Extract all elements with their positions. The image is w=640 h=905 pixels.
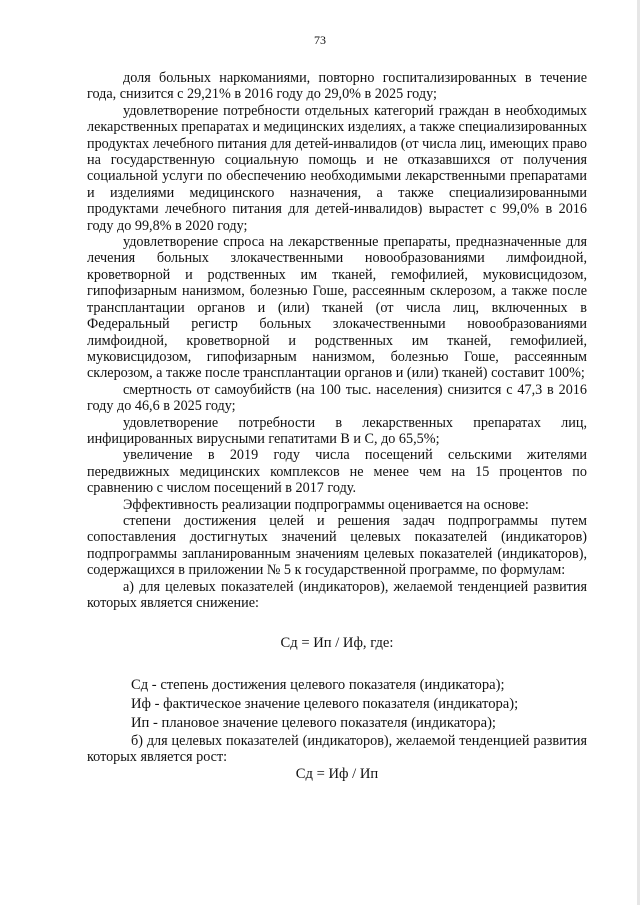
paragraph-oncology-drugs: удовлетворение спроса на лекарственные препараты, предназначенные для лечения больных злокачественными новообразованиями лимфоидной, кроветворной и родственных им тканей, гемофилией, муковисцидозом, гипофизарным нанизмом, болезнью Гоше, рассеянным склерозом, а также после трансплантации органов и (или) тканей (от числа лиц, включенных в Федеральный регистр больных злокачественными новообразованиями лимфоидной, кроветворной и родственных им тканей, гемофилией, муковисцидозом, гипофизарным нанизмом, болезнью Гоше, рассеянным склерозом, а также после трансплантации органов и (или) тканей) составит 100%;	[87, 234, 587, 382]
paragraph-drug-supply: удовлетворение потребности отдельных категорий граждан в необходимых лекарственных препаратах и медицинских изделиях, а также специализированных продуктах лечебного питания для детей-инвалидов (от числа лиц, имеющих право на государственную социальную помощь и не отказавшихся от получения социальной услуги по обеспечению необходимыми лекарственными препаратами и изделиями медицинского назначения, а также специализированными продуктами лечебного питания для детей-инвалидов) вырастет с 99,0% в 2016 году до 99,8% в 2020 году;	[87, 102, 587, 234]
document-body	[87, 70, 587, 782]
page-number: 73	[314, 33, 326, 47]
paragraph-case-a: а) для целевых показателей (индикаторов), желаемой тенденцией развития которых является снижение:	[87, 578, 587, 611]
definition-sd: Сд - степень достижения целевого показателя (индикатора);	[131, 676, 505, 693]
paragraph-goal-degree: степени достижения целей и решения задач подпрограммы путем сопоставления достигнутых значений целевых показателей (индикаторов) подпрограммы запланированным значениям целевых показателей (индикаторов), содержащихся в приложении № 5 к государственной программе, по формулам:	[87, 512, 587, 579]
formula-b: Сд = Иф / Ип	[295, 765, 379, 782]
definition-if: Иф - фактическое значение целевого показателя (индикатора);	[131, 695, 519, 712]
definition-ip: Ип - плановое значение целевого показателя (индикатора);	[131, 714, 496, 731]
paragraph-suicide-mortality: смертность от самоубийств (на 100 тыс. населения) снизится с 47,3 в 2016 году до 46,6 в 2025 году;	[87, 381, 587, 415]
paragraph-hepatitis: удовлетворение потребности в лекарственных препаратах лиц, инфицированных вирусными гепатитами В и С, до 65,5%;	[87, 414, 587, 447]
paragraph-mobile-complexes: увеличение в 2019 году числа посещений сельскими жителями передвижных медицинских комплексов не менее чем на 15 процентов по сравнению с числом посещений в 2017 году.	[87, 447, 587, 497]
paragraph-drug-addicts: доля больных наркоманиями, повторно госпитализированных в течение года, снизится с 29,21% в 2016 году до 29,0% в 2025 году;	[87, 70, 587, 103]
paragraph-case-b: б) для целевых показателей (индикаторов), желаемой тенденцией развития которых является рост:	[87, 732, 587, 766]
formula-a: Сд = Ип / Иф, где:	[280, 635, 394, 652]
paragraph-efficiency: Эффективность реализации подпрограммы оценивается на основе:	[123, 496, 529, 513]
